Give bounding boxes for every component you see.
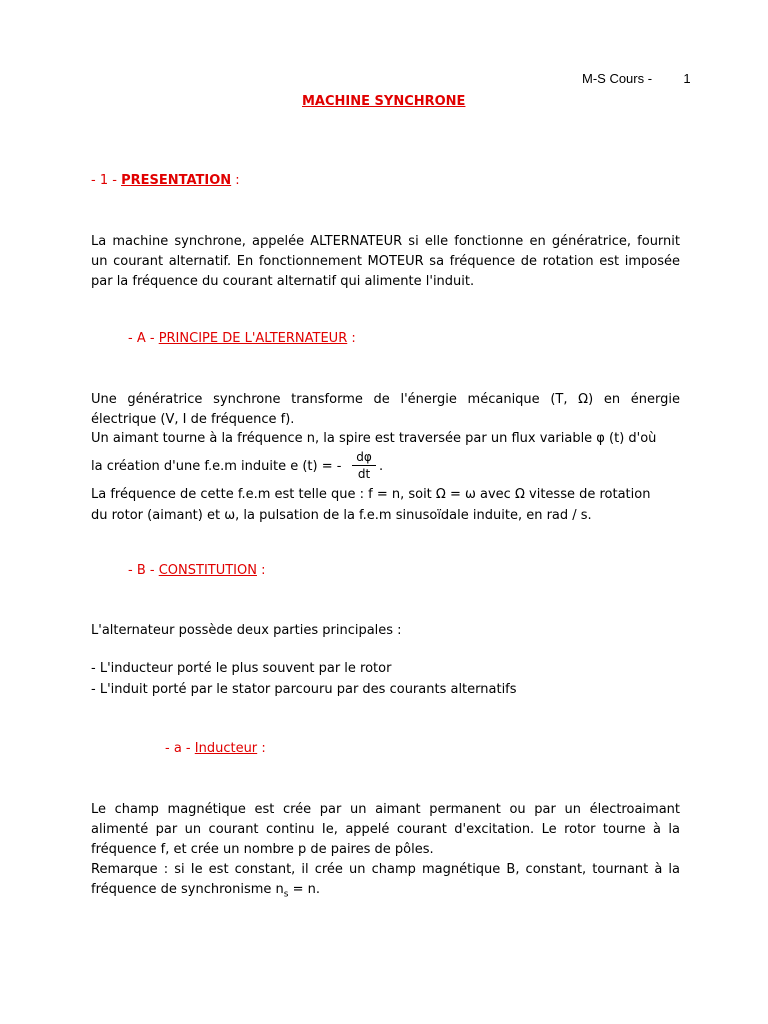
fraction-numerator: dφ [356, 450, 372, 464]
subsection-a-prefix: - a - [165, 741, 191, 756]
subscript-s: s [283, 889, 289, 900]
section-a-suffix: : [351, 331, 356, 346]
section-1-prefix: - 1 - [91, 173, 117, 188]
list-item: - L'inducteur porté le plus souvent par le rotor [91, 661, 392, 676]
intro-paragraph: La machine synchrone, appelée ALTERNATEUR si elle fonctionne en génératrice, fournit un courant alternatif. En fonctionnement MOTEUR sa fréquence de rotation est imposée par la fréquence du courant alternatif qui alimente l'induit. [91, 234, 680, 289]
page-title: MACHINE SYNCHRONE [302, 94, 466, 109]
remark-end: = n. [288, 882, 321, 897]
list-item: - L'induit porté par le stator parcouru par des courants alternatifs [91, 682, 517, 697]
fraction-denominator: dt [357, 467, 371, 481]
section-1-title: PRESENTATION [121, 173, 232, 188]
subsection-a-title: Inducteur [194, 741, 258, 756]
flux-derivative-fraction [352, 450, 376, 481]
doc-ref: M-S Cours - [582, 71, 653, 86]
remark-paragraph [91, 860, 680, 905]
principle-paragraph-5: du rotor (aimant) et ω, la pulsation de la f.e.m sinusoïdale induite, en rad / s. [91, 508, 592, 523]
remark-text: Remarque : si Ie est constant, il crée un champ magnétique B, constant, tournant à la fréquence de synchronisme n [91, 862, 680, 897]
principle-emf-formula [91, 459, 341, 474]
section-a-heading [128, 331, 356, 346]
subsection-a-suffix: : [261, 741, 266, 756]
page-number: 1 [683, 71, 691, 86]
principle-paragraph-2: Un aimant tourne à la fréquence n, la spire est traversée par un flux variable φ (t) d'où [91, 431, 657, 446]
section-a-prefix: - A - [128, 331, 155, 346]
formula-end: . [379, 459, 384, 474]
section-b-heading [128, 563, 266, 578]
section-b-prefix: - B - [128, 563, 155, 578]
section-a-title: PRINCIPE DE L'ALTERNATEUR [158, 331, 348, 346]
section-1-suffix: : [235, 173, 240, 188]
subsection-a-heading [165, 741, 266, 756]
document-reference [582, 71, 691, 86]
principle-paragraph-4: La fréquence de cette f.e.m est telle que : f = n, soit Ω = ω avec Ω vitesse de rotation [91, 487, 651, 502]
section-b-suffix: : [261, 563, 266, 578]
constitution-intro: L'alternateur possède deux parties principales : [91, 623, 402, 638]
emf-text: la création d'une f.e.m induite e (t) = - [91, 459, 342, 474]
section-b-title: CONSTITUTION [158, 563, 257, 578]
principle-paragraph-1: Une génératrice synchrone transforme de l'énergie mécanique (T, Ω) en énergie électrique (V, I de fréquence f). [91, 392, 680, 427]
section-1-heading [91, 173, 240, 188]
inducteur-paragraph: Le champ magnétique est crée par un aimant permanent ou par un électroaimant alimenté par un courant continu Ie, appelé courant d'excitation. Le rotor tourne à la fréquence f, et crée un nombre p de paires de pôles. [91, 802, 680, 857]
